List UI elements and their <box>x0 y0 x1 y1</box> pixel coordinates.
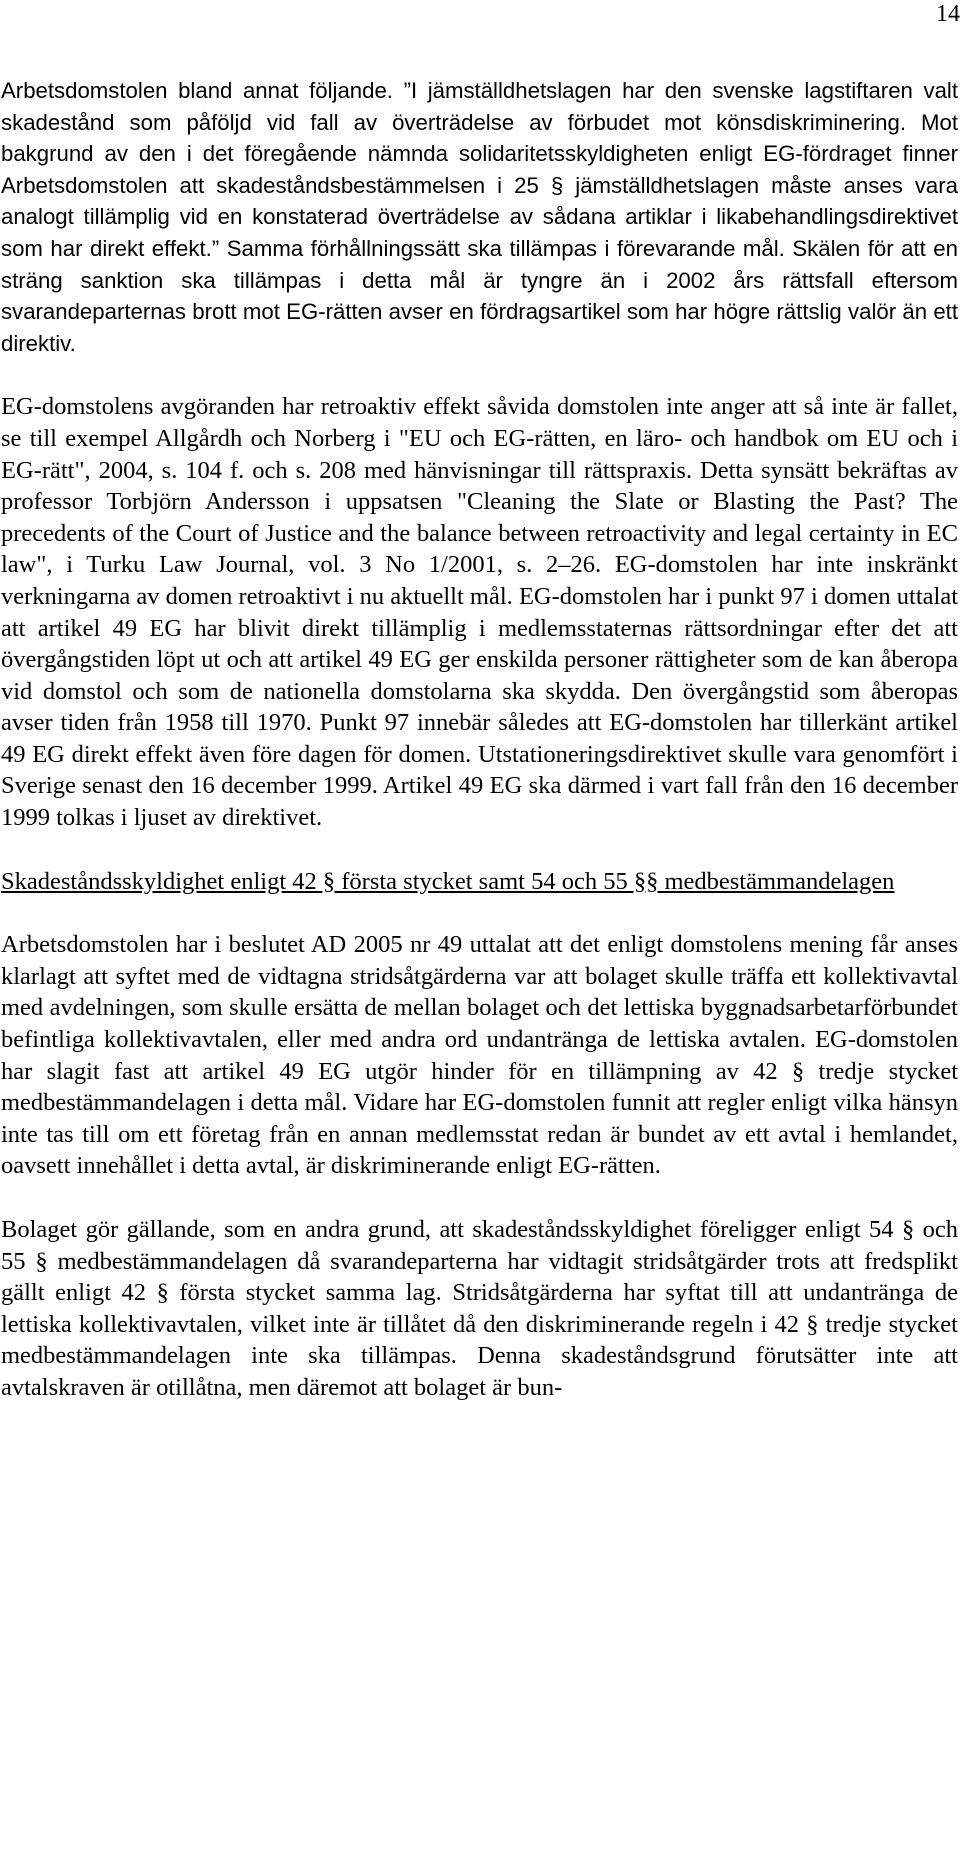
section-heading-wrapper <box>1 866 958 898</box>
document-body <box>1 75 958 1404</box>
paragraph-quote: Arbetsdomstolen bland annat följande. ”I jämställdhetslagen har den svenske lagstiftaren valt skadestånd som påföljd vid fall av överträdelse av förbudet mot könsdiskriminering. Mot bakgrund av den i det föregående nämnda solidaritetsskyldigheten enligt EG-fördraget finner Arbetsdomstolen att skadeståndsbestämmelsen i 25 § jämställdhetslagen måste anses vara analogt tillämplig vid en konstaterad överträdelse av sådana artiklar i likabehandlingsdirektivet som har direkt effekt.” Samma förhållningssätt ska tillämpas i förevarande mål. Skälen för att en sträng sanktion ska tillämpas i detta mål är tyngre än i 2002 års rättsfall eftersom svarandeparternas brott mot EG-rätten avser en fördragsartikel som har högre rättslig valör än ett direktiv. <box>1 78 958 356</box>
paragraph-gap <box>1 1182 958 1214</box>
paragraph-gap <box>1 359 958 391</box>
page-number: 14 <box>936 1 960 27</box>
paragraph-gap <box>1 897 958 929</box>
paragraph-second-ground: Bolaget gör gällande, som en andra grund, att skadeståndsskyldighet föreligger enligt 54 § och 55 § medbestämmandelagen då svarandeparterna har vidtagit stridsåtgärder trots att fredsplikt gällt enligt 42 § första stycket samma lag. Stridsåtgärderna har syftat till att undantränga de lettiska kollektivavtalen, vilket inte är tillåtet då den diskriminerande regeln i 42 § tredje stycket medbestämmandelagen inte ska tillämpas. Denna skadeståndsgrund förutsätter inte att avtalskraven är otillåtna, men däremot att bolaget är bun- <box>1 1216 958 1401</box>
section-heading: Skadeståndsskyldighet enligt 42 § första stycket samt 54 och 55 §§ medbestämmandelagen <box>1 867 895 895</box>
paragraph-retroactive-effect: EG-domstolens avgöranden har retroaktiv effekt såvida domstolen inte anger att så inte är fallet, se till exempel Allgårdh och Norberg i "EU och EG-rätten, en läro- och handbok om EU och i EG-rätt", 2004, s. 104 f. och s. 208 med hänvisningar till rättspraxis. Detta synsätt bekräftas av professor Torbjörn Andersson i uppsatsen "Cleaning the Slate or Blasting the Past? The precedents of the Court of Justice and the balance between retroactivity and legal certainty in EC law", i Turku Law Journal, vol. 3 No 1/2001, s. 2–26. EG-domstolen har inte inskränkt verkningarna av domen retroaktivt i nu aktuellt mål. EG-domstolen har i punkt 97 i domen uttalat att artikel 49 EG har blivit direkt tillämplig i medlemsstaternas rättsordningar efter det att övergångstiden löpt ut och att artikel 49 EG ger enskilda personer rättigheter som de kan åberopa vid domstol och som de nationella domstolarna ska skydda. Den övergångstid som åberopas avser tiden från 1958 till 1970. Punkt 97 innebär således att EG-domstolen har tillerkänt artikel 49 EG direkt effekt även före dagen för domen. Utstationeringsdirektivet skulle vara genomfört i Sverige senast den 16 december 1999. Artikel 49 EG ska därmed i vart fall från den 16 december 1999 tolkas i ljuset av direktivet. <box>1 393 958 832</box>
paragraph-gap <box>1 834 958 866</box>
paragraph-ad-2005: Arbetsdomstolen har i beslutet AD 2005 nr 49 uttalat att det enligt domstolens mening får anses klarlagt att syftet med de vidtagna stridsåtgärderna var att bolaget skulle träffa ett kollektivavtal med avdelningen, som skulle ersätta de mellan bolaget och det lettiska byggnadsarbetarförbundet befintliga kollektivavtalen, eller med andra ord undantränga de lettiska avtalen. EG-domstolen har slagit fast att artikel 49 EG utgör hinder för en tillämpning av 42 § tredje stycket medbestämmandelagen i detta mål. Vidare har EG-domstolen funnit att regler enligt vilka hänsyn inte tas till om ett företag från en annan medlemsstat redan är bundet av ett avtal i hemlandet, oavsett innehållet i detta avtal, är diskriminerande enligt EG-rätten. <box>1 931 958 1180</box>
